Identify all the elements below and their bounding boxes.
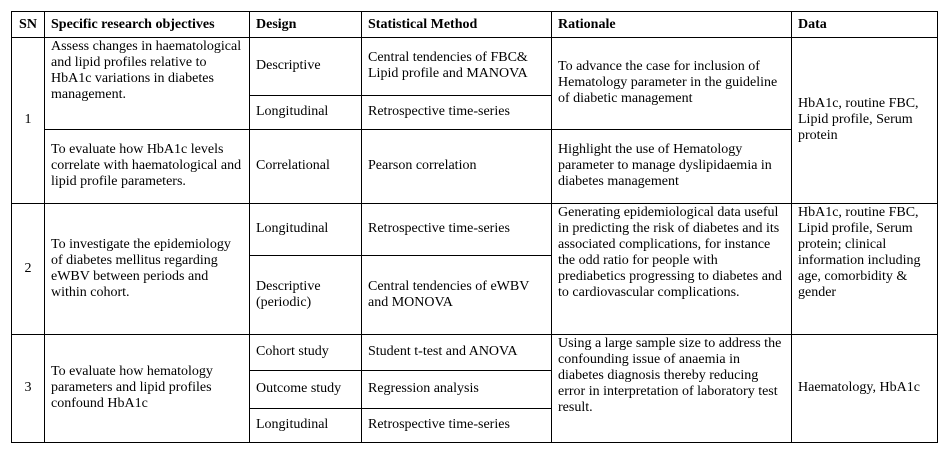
design-cell: Descriptive [250, 38, 362, 96]
header-data: Data [792, 12, 938, 38]
design-cell: Longitudinal [250, 96, 362, 130]
sn-cell: 1 [12, 38, 45, 204]
design-cell: Outcome study [250, 371, 362, 409]
data-cell: HbA1c, routine FBC, Lipid profile, Serum protein; clinical information including age, comorbidity & gender [792, 204, 938, 335]
method-cell: Retrospective time-series [362, 204, 552, 256]
header-design: Design [250, 12, 362, 38]
data-cell: HbA1c, routine FBC, Lipid profile, Serum protein [792, 38, 938, 204]
objective-cell: Assess changes in haematological and lipid profiles relative to HbA1c variations in diabetes management. [45, 38, 250, 130]
header-objectives: Specific research objectives [45, 12, 250, 38]
rationale-cell: Using a large sample size to address the confounding issue of anaemia in diabetes diagnosis thereby reducing error in interpretation of laboratory test result. [552, 335, 792, 443]
table-row [12, 335, 938, 371]
method-cell: Student t-test and ANOVA [362, 335, 552, 371]
method-cell: Retrospective time-series [362, 409, 552, 443]
method-cell: Central tendencies of eWBV and MONOVA [362, 256, 552, 335]
header-row [12, 12, 938, 38]
sn-cell: 3 [12, 335, 45, 443]
design-cell: Longitudinal [250, 204, 362, 256]
research-objectives-table [11, 11, 938, 443]
method-cell: Pearson correlation [362, 130, 552, 204]
objective-cell: To evaluate how hematology parameters and lipid profiles confound HbA1c [45, 335, 250, 443]
design-cell: Correlational [250, 130, 362, 204]
sn-cell: 2 [12, 204, 45, 335]
rationale-cell: Highlight the use of Hematology parameter to manage dyslipidaemia in diabetes management [552, 130, 792, 204]
objective-cell: To investigate the epidemiology of diabetes mellitus regarding eWBV between periods and within cohort. [45, 204, 250, 335]
header-sn: SN [12, 12, 45, 38]
design-cell: Cohort study [250, 335, 362, 371]
table-row [12, 204, 938, 256]
rationale-cell: To advance the case for inclusion of Hematology parameter in the guideline of diabetic management [552, 38, 792, 130]
objective-cell: To evaluate how HbA1c levels correlate with haematological and lipid profile parameters. [45, 130, 250, 204]
table-row [12, 38, 938, 96]
header-method: Statistical Method [362, 12, 552, 38]
rationale-cell: Generating epidemiological data useful in predicting the risk of diabetes and its associated complications, for instance the odd ratio for people with prediabetics progressing to diabetes and to cardiovascular complications. [552, 204, 792, 335]
header-rationale: Rationale [552, 12, 792, 38]
method-cell: Retrospective time-series [362, 96, 552, 130]
data-cell: Haematology, HbA1c [792, 335, 938, 443]
method-cell: Regression analysis [362, 371, 552, 409]
design-cell: Descriptive (periodic) [250, 256, 362, 335]
method-cell: Central tendencies of FBC& Lipid profile and MANOVA [362, 38, 552, 96]
design-cell: Longitudinal [250, 409, 362, 443]
